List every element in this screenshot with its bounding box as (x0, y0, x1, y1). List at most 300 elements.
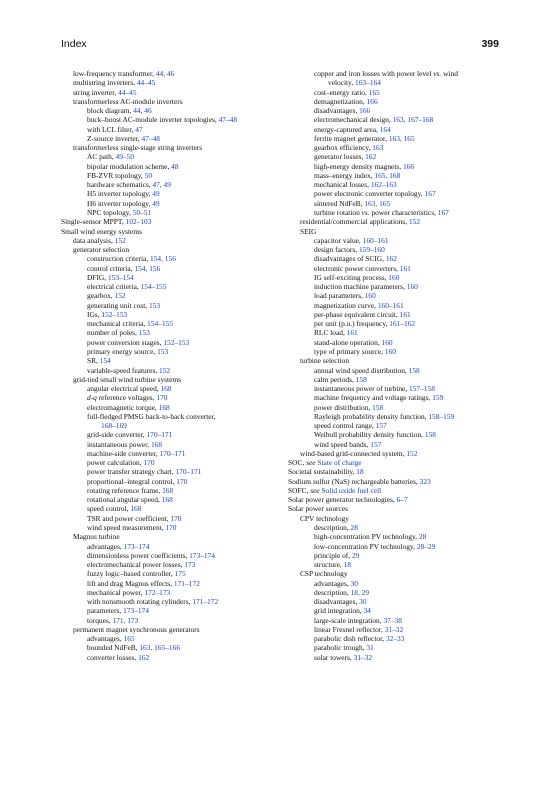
page-reference-link[interactable]: 171–172 (173, 578, 200, 588)
page-reference-link[interactable]: 173–174 (189, 550, 215, 560)
index-entry (61, 282, 277, 291)
index-term: H6 inverter topology, (87, 198, 153, 208)
index-term: proportional–integral control, (87, 476, 177, 486)
page-reference-link[interactable]: 153–154 (107, 272, 134, 282)
page-reference-link[interactable]: 153 (138, 328, 150, 338)
index-term: low-frequency transformer, (73, 69, 156, 78)
page-reference-link[interactable]: 30 (359, 597, 367, 607)
index-entry (288, 430, 500, 439)
index-entry (61, 69, 277, 78)
page-reference-link[interactable]: Solid oxide fuel cell (321, 485, 382, 495)
index-term: power electronic converter topology, (314, 189, 425, 199)
index-term: mechanical criteria, (87, 319, 148, 329)
index-entry (61, 152, 277, 161)
index-column-right (288, 69, 500, 662)
index-entry (61, 560, 277, 569)
index-term: parameters, (87, 606, 124, 616)
index-entry (61, 588, 277, 597)
index-term: rotational angular speed, (87, 495, 162, 505)
index-entry (61, 625, 277, 634)
page-reference-link[interactable]: 171, 173 (112, 615, 139, 625)
page-reference-link[interactable]: 152 (114, 291, 126, 301)
index-term: full-fledged PMSG back-to-back converter, (87, 411, 216, 421)
page-reference-link[interactable]: 160 (406, 282, 418, 292)
index-term: calm periods, (314, 374, 356, 384)
page-reference-link[interactable]: 28 (418, 532, 427, 542)
index-term: SR, (87, 356, 100, 366)
index-term: design factors, (314, 245, 359, 255)
page-reference-link[interactable]: 170–171 (159, 448, 186, 458)
page-reference-link[interactable]: 165 (123, 634, 135, 644)
index-term: electrical criteria, (87, 282, 141, 292)
index-term: CPV technology (300, 513, 349, 523)
index-entry (61, 347, 277, 356)
index-entry (61, 634, 277, 643)
page-reference-link[interactable]: 31–32 (384, 624, 404, 634)
index-entry (61, 569, 277, 578)
index-term: AC path, (87, 152, 116, 162)
index-entry (288, 227, 500, 236)
page-reference-link[interactable]: 152 (408, 217, 421, 227)
page-reference-link[interactable]: 152–153 (101, 309, 128, 319)
index-term: annual wind speed distribution, (314, 365, 409, 375)
page-reference-link[interactable]: 173–174 (123, 606, 149, 616)
index-term: generator selection (73, 245, 130, 255)
index-entry (61, 88, 277, 97)
index-entry (288, 523, 500, 532)
index-entry (288, 569, 500, 578)
index-entry (61, 264, 277, 273)
index-term: residential/commercial applications, (300, 217, 409, 227)
index-term: disadvantages of SCIG, (314, 254, 386, 264)
index-term: per-phase equivalent circuit, (314, 309, 400, 319)
index-entry (61, 115, 277, 124)
page-reference-link[interactable]: 49 (152, 198, 160, 208)
index-entry (61, 180, 277, 189)
page-reference-link[interactable]: 102–103 (125, 217, 152, 227)
index-entry (288, 643, 500, 652)
index-entry (288, 217, 500, 226)
page-reference-link[interactable]: 18 (356, 467, 364, 477)
index-entry (61, 78, 277, 87)
page-reference-link[interactable]: 154, 156 (134, 263, 161, 273)
index-entry (61, 97, 277, 106)
see-label: see (310, 485, 322, 495)
index-entry (61, 143, 277, 152)
index-entry (61, 532, 277, 541)
page-reference-link[interactable]: 161–162 (389, 319, 416, 329)
index-term: disadvantages, (314, 597, 360, 607)
index-term: low-concentration PV technology, (314, 541, 417, 551)
index-entry (288, 477, 500, 486)
page-reference-link[interactable]: 152 (159, 365, 171, 375)
index-term: multistring inverters, (73, 78, 137, 88)
index-term: transformerless single-stage string inverters (73, 143, 203, 153)
index-term: induction machine parameters, (314, 282, 407, 292)
page-reference-link[interactable]: 168 (158, 402, 170, 412)
index-entry (288, 393, 500, 402)
index-term: construction criteria, (87, 254, 151, 264)
index-term: primary energy source, (87, 346, 158, 356)
index-term: magnetization curve, (314, 300, 378, 310)
page-reference-link[interactable]: 170 (170, 513, 182, 523)
page-reference-link[interactable]: 157 (375, 421, 387, 431)
page-reference-link[interactable]: State of charge (317, 458, 362, 468)
page-reference-link[interactable]: 47 (135, 124, 143, 134)
page-reference-link[interactable]: 160 (388, 272, 400, 282)
index-entry (288, 236, 500, 245)
page-reference-link[interactable]: 50–51 (132, 207, 152, 217)
page-reference-link[interactable]: 30 (350, 578, 358, 588)
index-term: electromechanical power losses, (87, 560, 185, 570)
page-reference-link[interactable]: 44, 46 (155, 69, 175, 78)
index-entry (61, 375, 277, 384)
index-entry (61, 189, 277, 198)
page-reference-link[interactable]: 28–29 (416, 541, 436, 551)
page-reference-link[interactable]: 6–7 (396, 495, 408, 505)
page-reference-link[interactable]: 48 (171, 161, 179, 171)
page-reference-link[interactable]: 160–161 (362, 235, 389, 245)
index-entry (288, 597, 500, 606)
page-reference-link[interactable]: 34 (363, 606, 371, 616)
page-reference-link[interactable]: 44–45 (136, 78, 156, 88)
page-reference-link[interactable]: 162 (385, 254, 397, 264)
index-entry (288, 634, 500, 643)
index-term: capacitor value, (314, 235, 363, 245)
index-entry (288, 579, 500, 588)
index-entry (288, 356, 500, 365)
index-term: gearbox, (87, 291, 115, 301)
index-term: mechanical losses, (314, 180, 371, 190)
index-entry (61, 551, 277, 560)
page-reference-link[interactable]: 159 (432, 393, 444, 403)
index-term: H5 inverter topology, (87, 189, 153, 199)
index-term: Sodium sulfur (NaS) rechargeable batteries, (288, 476, 420, 486)
index-term: advantages, (314, 578, 351, 588)
index-term: machine-side converter, (87, 448, 160, 458)
page-reference-link[interactable]: 159–160 (358, 245, 385, 255)
page-number: 399 (481, 38, 499, 50)
index-term: advantages, (87, 634, 124, 644)
page-reference-link[interactable]: 171–172 (192, 597, 219, 607)
index-term: power calculation, (87, 458, 144, 468)
page-reference-link[interactable]: 154–155 (140, 282, 167, 292)
index-entry (61, 291, 277, 300)
index-entry (288, 69, 500, 78)
index-entry (288, 347, 500, 356)
page-reference-link[interactable]: 162 (138, 652, 150, 662)
index-term: wind speed bands, (314, 439, 371, 449)
index-term: description, (314, 587, 351, 597)
index-term: stand-alone operation, (314, 337, 382, 347)
index-term: instantaneous power of turbine, (314, 384, 410, 394)
index-entry (288, 625, 500, 634)
page-reference-link[interactable]: 163, 167–168 (392, 115, 434, 125)
index-entry (61, 310, 277, 319)
index-term: cost–energy ratio, (314, 87, 369, 97)
index-term: electromechanical design, (314, 115, 393, 125)
page-reference-link[interactable]: 18 (343, 560, 351, 570)
index-term: SOFC, (288, 485, 311, 495)
page-reference-link[interactable]: 28 (350, 523, 358, 533)
index-entry (61, 421, 277, 430)
index-entry (288, 319, 500, 328)
page-reference-link[interactable]: 166 (359, 106, 371, 116)
page-reference-link[interactable]: 166 (366, 96, 378, 106)
page-reference-link[interactable]: 158 (372, 402, 384, 412)
index-entry (61, 328, 277, 337)
page-reference-link[interactable]: 152 (114, 235, 126, 245)
index-term: wind-based grid-connected system, (300, 448, 407, 458)
index-term: buck–boost AC-module inverter topologies, (87, 115, 219, 125)
page-reference-link[interactable]: 161 (399, 263, 411, 273)
index-entry (288, 458, 500, 467)
index-term: Weibull probability density function, (314, 430, 425, 440)
index-term: TSR and power coefficient, (87, 513, 171, 523)
page-reference-link[interactable]: 160 (381, 337, 393, 347)
page-reference-link[interactable]: 160 (384, 346, 396, 356)
index-term: solar towers, (314, 652, 354, 662)
page-reference-link[interactable]: 163 (372, 143, 384, 153)
index-entry (288, 162, 500, 171)
index-entry (288, 78, 500, 87)
index-term: torques, (87, 615, 113, 625)
index-entry (288, 606, 500, 615)
page-reference-link[interactable]: 31–32 (353, 652, 373, 662)
index-term: linear Fresnel reflector, (314, 624, 385, 634)
index-entry (288, 412, 500, 421)
index-term: grid-tied small wind turbine systems (73, 374, 181, 384)
page-reference-link[interactable]: 163, 165 (364, 198, 391, 208)
page-header (61, 38, 499, 52)
page-reference-link[interactable]: 163, 165–166 (139, 643, 181, 653)
index-term: generator losses, (314, 152, 366, 162)
index-entry (288, 171, 500, 180)
index-term: electronic power converters, (314, 263, 400, 273)
page-reference-link[interactable]: 170 (165, 523, 177, 533)
index-term: variable-speed features, (87, 365, 160, 375)
page-reference-link[interactable]: 153 (157, 346, 169, 356)
index-entry (61, 653, 277, 662)
index-term: mechanical power, (87, 587, 145, 597)
index-term: RLC load, (314, 328, 347, 338)
page-reference-link[interactable]: 157–158 (409, 384, 435, 394)
page-reference-link[interactable]: 50 (144, 170, 153, 180)
page-reference-link[interactable]: 44–45 (118, 87, 137, 97)
index-term: control criteria, (87, 263, 135, 273)
page-reference-link[interactable]: 168 (161, 495, 173, 505)
index-term: grid-side converter, (87, 430, 147, 440)
page-reference-link[interactable]: 47–48 (141, 133, 160, 143)
index-term: power conversion stages, (87, 337, 164, 347)
index-entry (61, 403, 277, 412)
page-reference-link[interactable]: 47, 49 (152, 180, 171, 190)
index-entry (288, 180, 500, 189)
index-term: d-q reference voltages, (87, 393, 157, 403)
index-entry (288, 208, 500, 217)
index-term: energy-captured area, (314, 124, 380, 134)
index-term: load parameters, (314, 291, 365, 301)
page-reference-link[interactable]: 157 (370, 439, 382, 449)
page-reference-link[interactable]: 154 (99, 356, 111, 366)
index-term: large-scale integration, (314, 615, 384, 625)
index-term: transformerless AC-module inverters (73, 96, 183, 106)
index-term: high-concentration PV technology, (314, 532, 419, 542)
page-reference-link[interactable]: 160–161 (377, 300, 404, 310)
index-entry (288, 254, 500, 263)
page-reference-link[interactable]: 163–164 (355, 78, 381, 88)
page-reference-link[interactable]: 165 (368, 87, 380, 97)
index-entry (61, 384, 277, 393)
index-term: Solar power generator technologies, (288, 495, 397, 505)
page-reference-link[interactable]: 161 (346, 328, 358, 338)
page-reference-link[interactable]: 44, 46 (133, 106, 152, 116)
index-term: Rayleigh probability density function, (314, 411, 429, 421)
index-entry (288, 403, 500, 412)
page-reference-link[interactable]: 49–50 (115, 152, 135, 162)
page-reference-link[interactable]: 323 (419, 476, 431, 486)
index-entry (61, 217, 277, 226)
page-reference-link[interactable]: 152 (406, 448, 418, 458)
index-entry (288, 291, 500, 300)
page-reference-link[interactable]: 167 (437, 207, 449, 217)
index-term: per unit (p.u.) frequency, (314, 319, 390, 329)
index-term: grid integration, (314, 606, 364, 616)
index-entry (61, 199, 277, 208)
index-entry (288, 551, 500, 560)
page-reference-link[interactable]: 49 (152, 189, 160, 199)
index-term: gearbox efficiency, (314, 143, 373, 153)
index-entry (288, 542, 500, 551)
index-term: Societal sustainability, (288, 467, 357, 477)
page-reference-link[interactable]: 158 (355, 374, 367, 384)
index-entry (61, 319, 277, 328)
index-entry (61, 523, 277, 532)
index-term: bipolar modulation scheme, (87, 161, 172, 171)
page-reference-link[interactable]: 153 (148, 300, 161, 310)
page-reference-link[interactable]: 168 (150, 439, 163, 449)
page-reference-link[interactable]: 173 (184, 560, 196, 570)
page-reference-link[interactable]: 161 (399, 309, 411, 319)
page-reference-link[interactable]: 173–174 (123, 541, 150, 551)
index-entry (288, 449, 500, 458)
index-term: demagnetization, (314, 96, 367, 106)
index-term: machine frequency and voltage ratings, (314, 393, 433, 403)
page-reference-link[interactable]: 168 (162, 485, 174, 495)
page-reference-link[interactable]: 165, 168 (374, 170, 401, 180)
page-reference-link[interactable]: 168 (130, 504, 142, 514)
index-entry (61, 393, 277, 402)
page-reference-link[interactable]: 158–159 (428, 411, 455, 421)
index-term: electromagnetic torque, (87, 402, 159, 412)
page-reference-link[interactable]: 168–169 (101, 421, 127, 431)
page-reference-link[interactable]: 31 (366, 643, 374, 653)
index-entry (288, 125, 500, 134)
index-term: speed control, (87, 504, 131, 514)
index-entry (288, 310, 500, 319)
index-term: Solar power sources (288, 504, 348, 514)
page-reference-link[interactable]: 166 (402, 161, 415, 171)
page-reference-link[interactable]: 162 (365, 152, 377, 162)
page-reference-link[interactable]: 158 (424, 430, 436, 440)
index-term: velocity, (328, 78, 356, 88)
page-reference-link[interactable]: 170 (143, 458, 155, 468)
page-reference-link[interactable]: 47–48 (218, 115, 238, 125)
page-reference-link[interactable]: 162–163 (370, 180, 397, 190)
index-term: data analysis, (73, 235, 115, 245)
page-reference-link[interactable]: 29 (351, 550, 360, 560)
page-reference-link[interactable]: 170 (156, 393, 168, 403)
index-term: SOC, (288, 458, 307, 468)
index-entry (61, 236, 277, 245)
index-entry (61, 245, 277, 254)
index-term: with nonsmooth rotating cylinders, (87, 597, 193, 607)
index-entry (61, 616, 277, 625)
page-reference-link[interactable]: 164 (379, 124, 391, 134)
index-entry (61, 504, 277, 513)
page-reference-link[interactable]: 18, 29 (350, 587, 370, 597)
index-entry (288, 616, 500, 625)
page-reference-link[interactable]: 32–33 (385, 634, 405, 644)
index-entry (288, 440, 500, 449)
index-entry (288, 328, 500, 337)
index-term: Z-source inverter, (87, 133, 142, 143)
index-entry (288, 338, 500, 347)
page-reference-link[interactable]: 172–173 (144, 587, 171, 597)
index-entry (61, 597, 277, 606)
page-reference-link[interactable]: 170–171 (175, 467, 202, 477)
index-entry (61, 106, 277, 115)
page-reference-link[interactable]: 158 (408, 365, 420, 375)
index-term: fuzzy logic–based controller, (87, 569, 175, 579)
index-term: rotating reference frame, (87, 485, 163, 495)
page-reference-link[interactable]: 154–155 (147, 319, 173, 329)
page-reference-link[interactable]: 152–153 (163, 337, 190, 347)
index-entry (61, 162, 277, 171)
index-term: advantages, (87, 541, 124, 551)
index-term: angular electrical speed, (87, 384, 161, 394)
page-reference-link[interactable]: 170 (176, 476, 188, 486)
index-entry (288, 143, 500, 152)
index-entry (288, 532, 500, 541)
index-term: power distribution, (314, 402, 373, 412)
index-term: dimensionless power coefficients, (87, 550, 190, 560)
page-reference-link[interactable]: 160 (364, 291, 376, 301)
index-term: mass–energy index, (314, 170, 375, 180)
index-entry (288, 88, 500, 97)
index-term: lift and drag Magnus effects, (87, 578, 174, 588)
index-entry (288, 588, 500, 597)
page-reference-link[interactable]: 163, 165 (388, 133, 415, 143)
page-reference-link[interactable]: 154, 156 (150, 254, 176, 264)
index-term: description, (314, 523, 351, 533)
index-term: IGs, (87, 309, 102, 319)
page-reference-link[interactable]: 175 (174, 569, 186, 579)
index-term: speed control range, (314, 421, 376, 431)
page-reference-link[interactable]: 168 (160, 384, 172, 394)
index-entry (61, 449, 277, 458)
index-entry (61, 542, 277, 551)
page-reference-link[interactable]: 170–171 (146, 430, 173, 440)
index-term: Magnus turbine (73, 532, 120, 542)
index-entry (61, 366, 277, 375)
index-entry (288, 115, 500, 124)
page-reference-link[interactable]: 167 (424, 189, 436, 199)
page-reference-link[interactable]: 37–38 (383, 615, 402, 625)
index-term: converter losses, (87, 652, 139, 662)
index-entry (61, 467, 277, 476)
index-entry (61, 171, 277, 180)
